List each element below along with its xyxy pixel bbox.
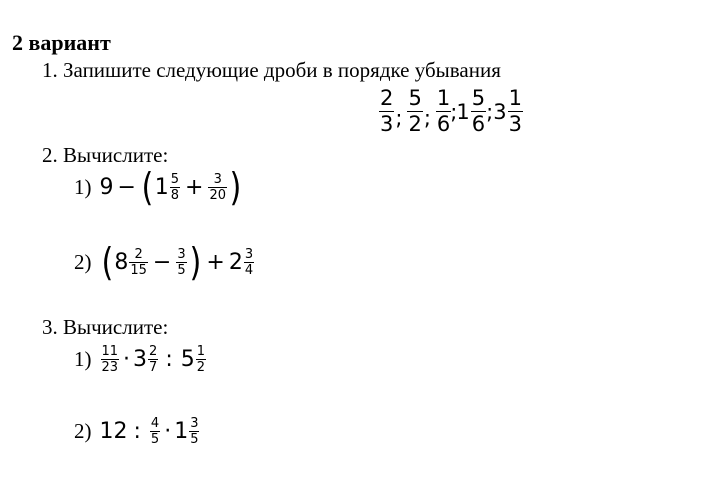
numerator: 3	[213, 171, 222, 187]
denominator: 2	[196, 360, 206, 375]
numerator: 3	[244, 246, 254, 262]
number: 9	[99, 174, 114, 200]
denominator: 6	[471, 112, 486, 137]
mixed-whole: 1	[154, 174, 169, 200]
plus-sign: +	[185, 174, 204, 200]
mixed-whole: 3	[133, 347, 148, 372]
denominator: 3	[380, 112, 394, 137]
right-paren: )	[189, 240, 201, 284]
fraction-11-23	[101, 345, 120, 374]
denominator: 6	[436, 112, 451, 137]
fraction-2-15	[129, 248, 148, 277]
task2-item1	[74, 165, 243, 209]
fraction-1-5-6	[471, 88, 486, 135]
left-paren: (	[100, 240, 113, 284]
denominator: 2	[408, 112, 422, 137]
task1-label: 1. Запишите следующие дроби в порядке убывания	[42, 58, 501, 82]
item-label: 1)	[74, 347, 92, 371]
fraction-3-1-3	[508, 88, 523, 135]
left-paren: (	[141, 165, 154, 209]
fraction-5-8	[170, 173, 180, 202]
minus-sign: −	[117, 174, 136, 200]
mixed-whole: 1	[174, 419, 189, 444]
separator: ;	[450, 99, 458, 124]
numerator: 5	[471, 86, 486, 110]
numerator: 1	[196, 344, 206, 359]
fraction-2-3	[379, 88, 394, 135]
mixed-whole: 3	[493, 99, 507, 124]
fraction-2-7	[148, 345, 158, 374]
denominator: 5	[190, 432, 199, 447]
fraction-5-2	[407, 88, 422, 135]
denominator: 7	[149, 360, 158, 375]
denominator: 15	[130, 262, 147, 278]
task2-label: 2. Вычислите:	[42, 143, 169, 167]
multiply-dot: ·	[164, 419, 172, 444]
numerator: 2	[380, 86, 394, 110]
numerator: 1	[508, 86, 522, 110]
numerator: 1	[436, 86, 451, 110]
divide-colon: :	[165, 347, 173, 372]
denominator: 5	[177, 262, 186, 278]
right-paren: )	[229, 165, 242, 209]
fraction-4-5	[150, 417, 160, 446]
plus-sign: +	[206, 249, 225, 275]
numerator: 11	[101, 344, 119, 359]
numerator: 5	[408, 86, 422, 110]
numerator: 4	[150, 416, 160, 431]
denominator: 5	[150, 432, 160, 447]
denominator: 23	[101, 360, 119, 375]
fraction-3-5	[176, 248, 186, 277]
minus-sign: −	[152, 249, 172, 275]
item-label: 2)	[74, 419, 92, 443]
fraction-3-20	[208, 173, 227, 202]
denominator: 4	[244, 262, 254, 278]
separator: ;	[423, 105, 431, 130]
fraction-1-6	[436, 88, 451, 135]
mixed-whole: 5	[180, 347, 195, 372]
divide-colon: :	[133, 419, 141, 444]
number: 12	[99, 419, 128, 444]
mixed-whole: 2	[228, 249, 243, 275]
mixed-whole: 1	[456, 99, 470, 124]
task2-item2	[74, 240, 255, 284]
denominator: 20	[209, 187, 227, 203]
variant-title: 2 вариант	[12, 30, 111, 55]
numerator: 3	[190, 416, 199, 431]
multiply-dot: ·	[123, 347, 131, 372]
numerator: 2	[134, 246, 143, 262]
numerator: 2	[149, 344, 158, 359]
item-label: 2)	[74, 249, 92, 274]
denominator: 8	[170, 187, 180, 203]
task3-item1	[74, 345, 207, 374]
separator: ;	[486, 99, 494, 124]
mixed-whole: 8	[114, 249, 129, 275]
task3-label: 3. Вычислите:	[42, 315, 169, 339]
fraction-3-4	[244, 248, 254, 277]
fraction-3-5	[189, 417, 199, 446]
separator: ;	[395, 105, 403, 130]
numerator: 5	[170, 171, 180, 187]
task1-fraction-list	[378, 88, 524, 135]
fraction-1-2	[196, 345, 206, 374]
item-label: 1)	[74, 174, 92, 199]
numerator: 3	[177, 246, 186, 262]
task3-item2	[74, 417, 200, 446]
denominator: 3	[508, 112, 522, 137]
